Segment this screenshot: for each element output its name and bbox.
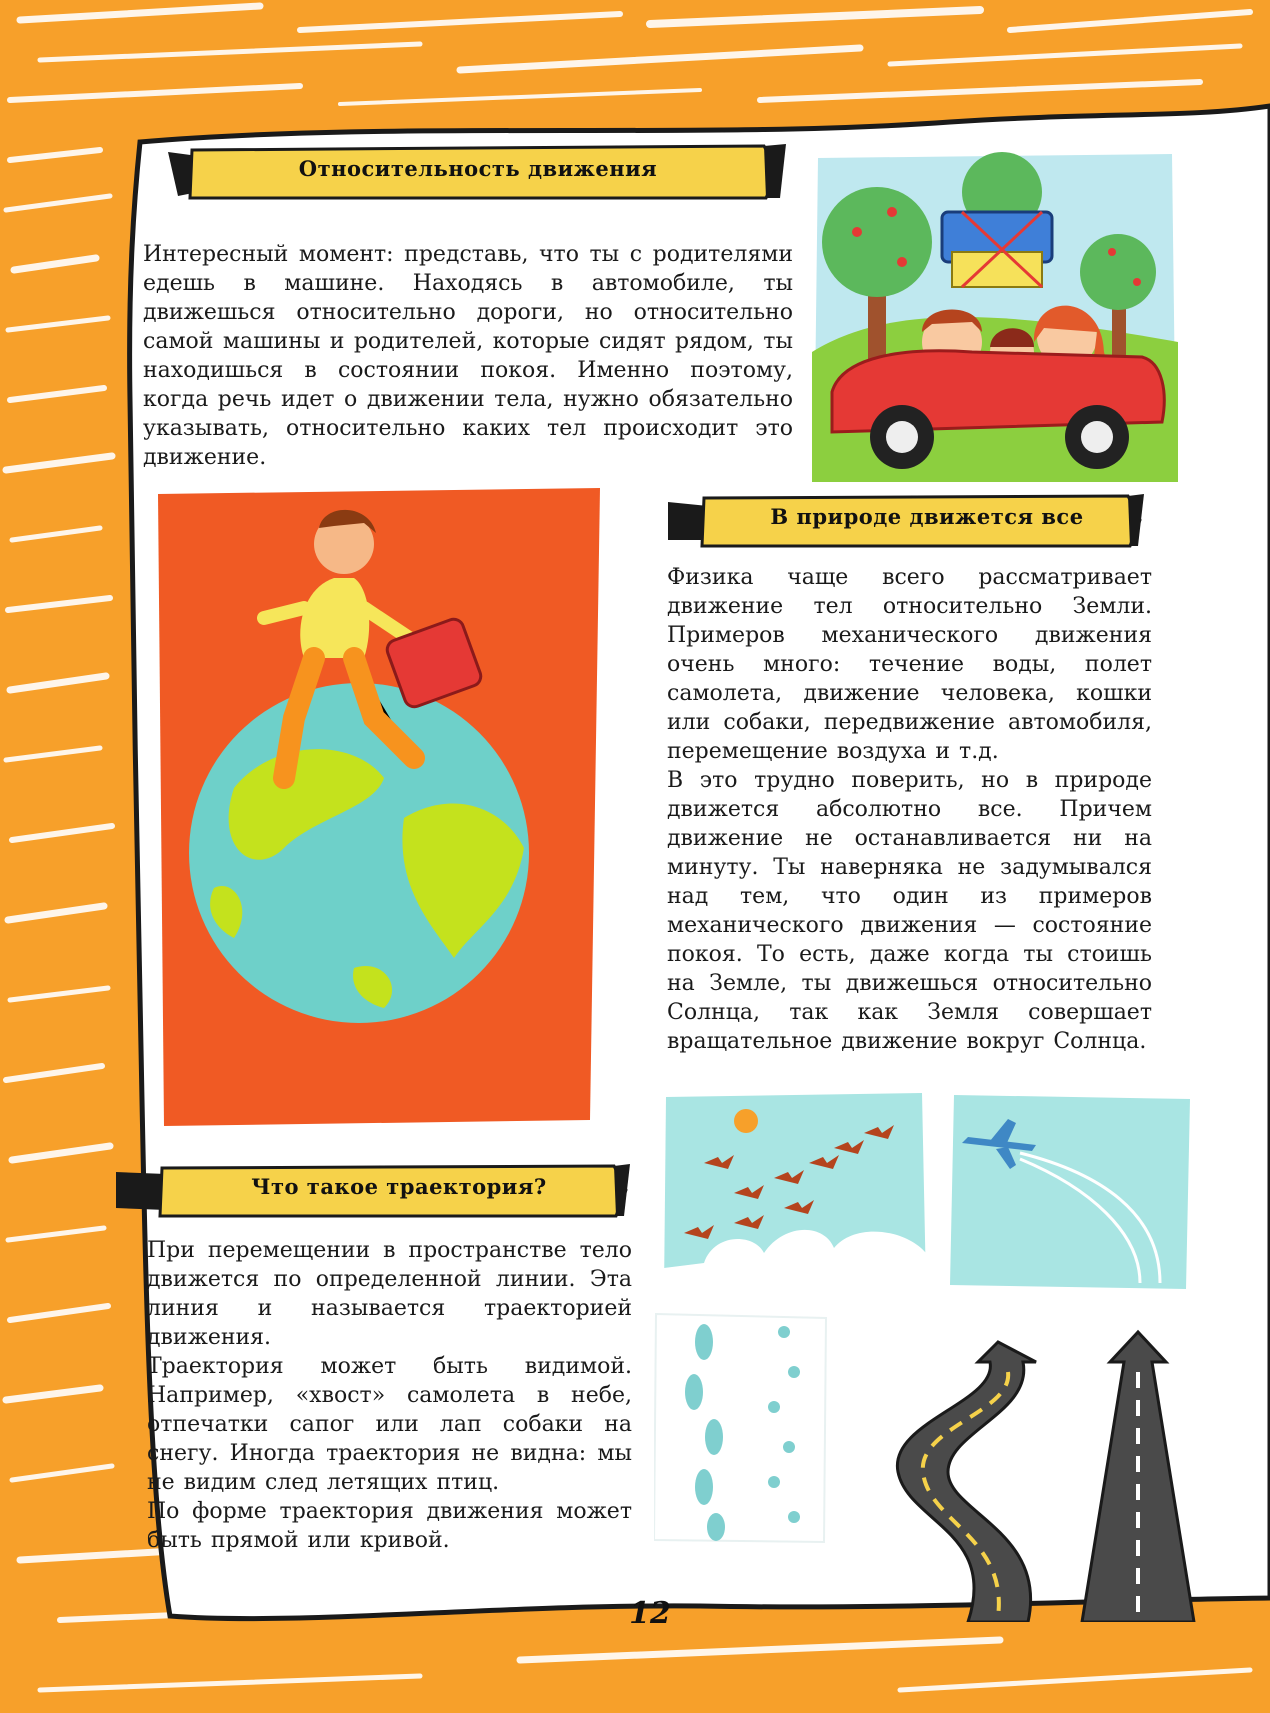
footprints-illustration (654, 1312, 828, 1544)
nature-text: Физика чаще всего рассматривает движение тел относительно Земли. Примеров механического движения очень много: течение воды, полет самолета, движение человека, кошки или собаки, передвижение автомобиля, перемещение воздуха и т.д. В это трудно поверить, но в природе движется абсолютно все. Причем движение не останавливается ни на минуту. Ты наверняка не задумывался над тем, что один из примеров механического движения — состояние покоя. То есть, даже когда ты стоишь на Земле, ты движешься относительно Солнца, так как Земля совершает вращательное движение вокруг Солнца. (667, 565, 1152, 1054)
trajectory-text: При перемещении в пространстве тело движется по определенной линии. Эта линия и называется траекторией движения. Траектория может быть видимой. Например, «хвост» самолета в небе, отпечатки сапог или лап собаки на снегу. Иногда траектория не видна: мы не видим след летящих птиц. По форме траектория движения может быть прямой или кривой. (147, 1238, 632, 1553)
heading-relativity-text: Относительность движения (298, 156, 658, 181)
page-number: 12 (629, 1596, 671, 1631)
relativity-text: Интересный момент: представь, что ты с родителями едешь в машине. Находясь в автомобиле, ты движешься относительно дороги, но относительно самой машины и родителей, которые сидят рядом, ты находишься в состоянии покоя. Именно поэтому, когда речь идет о движении тела, нужно обязательно указывать, относительно каких тел происходит это движение. (143, 242, 793, 470)
sun-icon (734, 1109, 758, 1133)
roads-illustration (848, 1322, 1220, 1622)
curved-road-icon (897, 1342, 1036, 1622)
heading-trajectory (116, 1160, 632, 1220)
birds-illustration (664, 1093, 926, 1291)
heading-nature (668, 490, 1146, 550)
heading-nature-text: В природе движется все (770, 504, 1084, 529)
plane-trail-illustration (950, 1093, 1192, 1289)
heading-trajectory-text: Что такое траектория? (251, 1174, 547, 1199)
family-car-illustration (812, 152, 1178, 482)
earth-walker-illustration (154, 488, 604, 1126)
heading-relativity (168, 142, 788, 202)
